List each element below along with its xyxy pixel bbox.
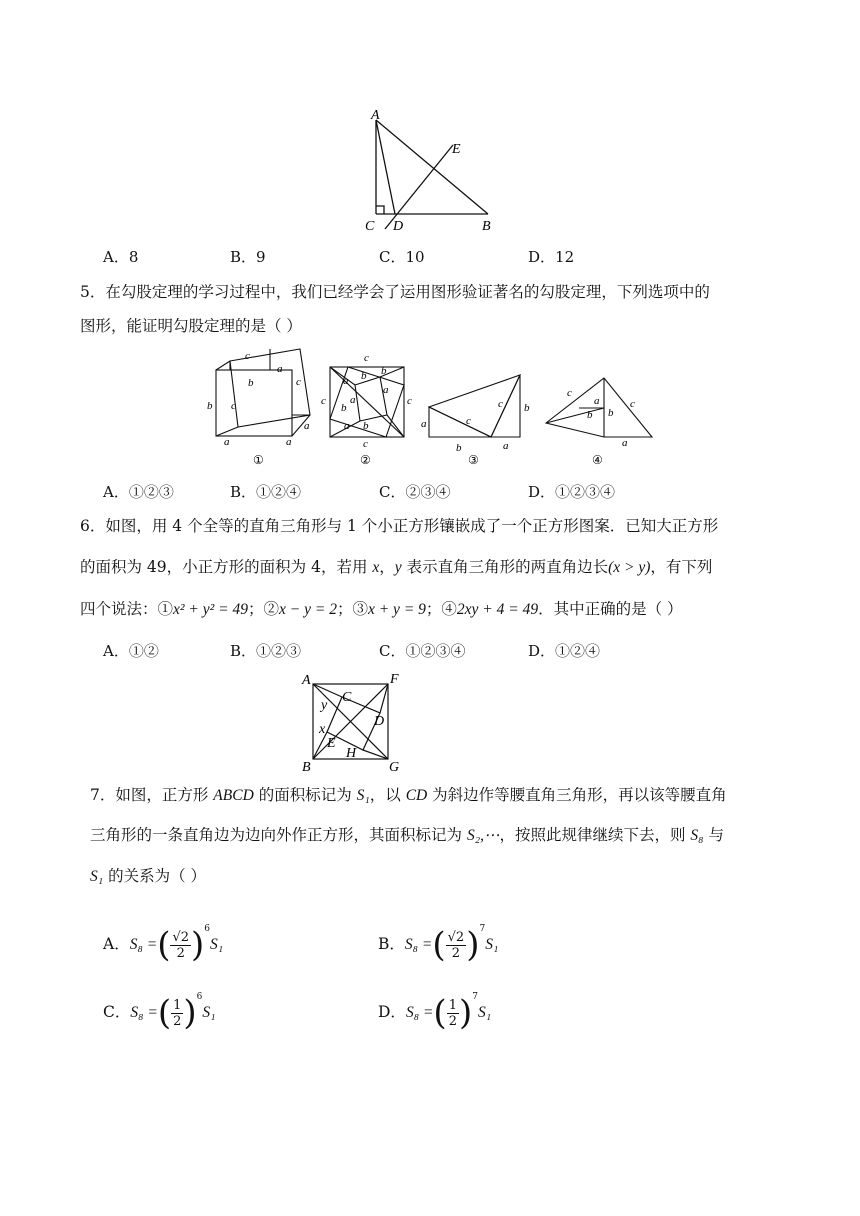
f2-label-b-4: b — [363, 420, 369, 432]
label-E: E — [452, 142, 461, 157]
q4-option-b[interactable]: B．9 — [230, 248, 266, 266]
q6-label-H: H — [346, 746, 357, 761]
fig5-caption-1: ① — [253, 453, 264, 467]
q6-label-D: D — [374, 714, 385, 729]
f4-label-c-2: c — [630, 398, 635, 410]
q5-line2: 图形，能证明勾股定理的是（ ） — [80, 317, 302, 335]
q6-option-b[interactable]: B．①②③ — [230, 642, 302, 660]
f2-label-a-1: a — [343, 375, 349, 387]
q5-figures — [200, 345, 660, 470]
q6-label-B: B — [302, 760, 311, 775]
q5-line1: 5．在勾股定理的学习过程中，我们已经学会了运用图形验证著名的勾股定理，下列选项中的 — [80, 283, 710, 301]
q7-option-d[interactable]: D．S₈ =( $\frac{1}{2}$ )$^7$S₁ — [378, 992, 492, 1033]
q7-option-b[interactable]: B．S₈ =( $\frac{√2}{2}$ )$^7$S₁ — [378, 924, 499, 965]
label-D: D — [393, 219, 404, 234]
q7-line3: S₁ 的关系为（ ） — [90, 867, 206, 885]
q6-label-E: E — [327, 736, 336, 751]
f2-label-a-3: a — [350, 394, 356, 406]
f3-label-b-2: b — [456, 442, 462, 454]
f2-label-b-1: b — [361, 370, 367, 382]
f4-label-c-1: c — [567, 387, 572, 399]
q6-square-figure — [297, 670, 407, 775]
q4-option-a[interactable]: A．8 — [103, 248, 139, 266]
f1-label-b-inner: b — [248, 377, 254, 389]
q5-option-a[interactable]: A．①②③ — [103, 483, 174, 501]
fig5-caption-2: ② — [360, 453, 371, 467]
q6-option-d[interactable]: D．①②④ — [528, 642, 601, 660]
q6-label-F: F — [390, 672, 399, 687]
f1-label-a-top: a — [277, 363, 283, 375]
q7-line2: 三角形的一条直角边为边向外作正方形，其面积标记为 S₂,⋯，按照此规律继续下去，则 S₈ 与 — [90, 826, 724, 844]
q7-line1: 7．如图，正方形 ABCD 的面积标记为 S₁，以 CD 为斜边作等腰直角三角形，再以该等腰直角 — [90, 786, 727, 804]
f4-label-b-1: b — [587, 409, 593, 421]
q6-label-A: A — [302, 673, 311, 688]
f3-label-c-2: c — [498, 398, 503, 410]
f3-label-a-2: a — [503, 440, 509, 452]
f1-label-c-right: c — [296, 376, 301, 388]
label-C: C — [365, 219, 375, 234]
f4-label-a-2: a — [622, 437, 628, 449]
f1-label-a-bottom-left: a — [224, 436, 230, 448]
f4-label-a-1: a — [594, 395, 600, 407]
f2-label-a-4: a — [344, 420, 350, 432]
q5-option-c[interactable]: C．②③④ — [379, 483, 451, 501]
f1-label-a-bottom-right: a — [286, 436, 292, 448]
f1-label-a-right: a — [304, 420, 310, 432]
q4-option-d[interactable]: D．12 — [528, 248, 575, 266]
fig5-caption-4: ④ — [592, 453, 603, 467]
f2-label-c-right: c — [407, 395, 412, 407]
q6-label-y: y — [321, 698, 328, 713]
f2-label-b-3: b — [341, 402, 347, 414]
q5-option-b[interactable]: B．①②④ — [230, 483, 302, 501]
f2-label-b-2: b — [381, 365, 387, 377]
f1-label-b-left: b — [207, 400, 213, 412]
q5-option-d[interactable]: D．①②③④ — [528, 483, 616, 501]
f3-label-a-1: a — [421, 418, 427, 430]
f2-label-a-2: a — [383, 384, 389, 396]
q6-line1: 6．如图，用 4 个全等的直角三角形与 1 个小正方形镶嵌成了一个正方形图案．已知大正方形 — [80, 517, 719, 535]
q6-label-G: G — [389, 760, 400, 775]
q4-option-c[interactable]: C．10 — [379, 248, 425, 266]
q6-line2: 的面积为 49，小正方形的面积为 4，若用 x，y 表示直角三角形的两直角边长(x > y)，有下列 — [80, 558, 713, 576]
q6-option-a[interactable]: A．①② — [103, 642, 159, 660]
f1-label-c-inner: c — [231, 400, 236, 412]
label-B: B — [482, 219, 491, 234]
q7-option-c[interactable]: C．S₈ =( $\frac{1}{2}$ )$^6$S₁ — [103, 992, 216, 1033]
f1-label-c-top: c — [245, 350, 250, 362]
f3-label-b-1: b — [524, 402, 530, 414]
fig5-caption-3: ③ — [468, 453, 479, 467]
q6-option-c[interactable]: C．①②③④ — [379, 642, 466, 660]
q6-line3: 四个说法：①x² + y² = 49；②x − y = 2；③x + y = 9；④2xy + 4 = 49．其中正确的是（ ） — [80, 600, 683, 618]
q6-label-C: C — [342, 690, 352, 705]
f3-label-c-1: c — [466, 415, 471, 427]
f2-label-c-top: c — [364, 352, 369, 364]
q6-label-x: x — [319, 722, 326, 737]
q7-option-a[interactable]: A．S₈ =( $\frac{√2}{2}$ )$^6$S₁ — [103, 924, 224, 965]
label-A: A — [371, 108, 380, 123]
f4-label-b-2: b — [608, 407, 614, 419]
f2-label-c-bottom: c — [363, 438, 368, 450]
f2-label-c-left: c — [321, 395, 326, 407]
q4-triangle-figure — [355, 105, 510, 240]
